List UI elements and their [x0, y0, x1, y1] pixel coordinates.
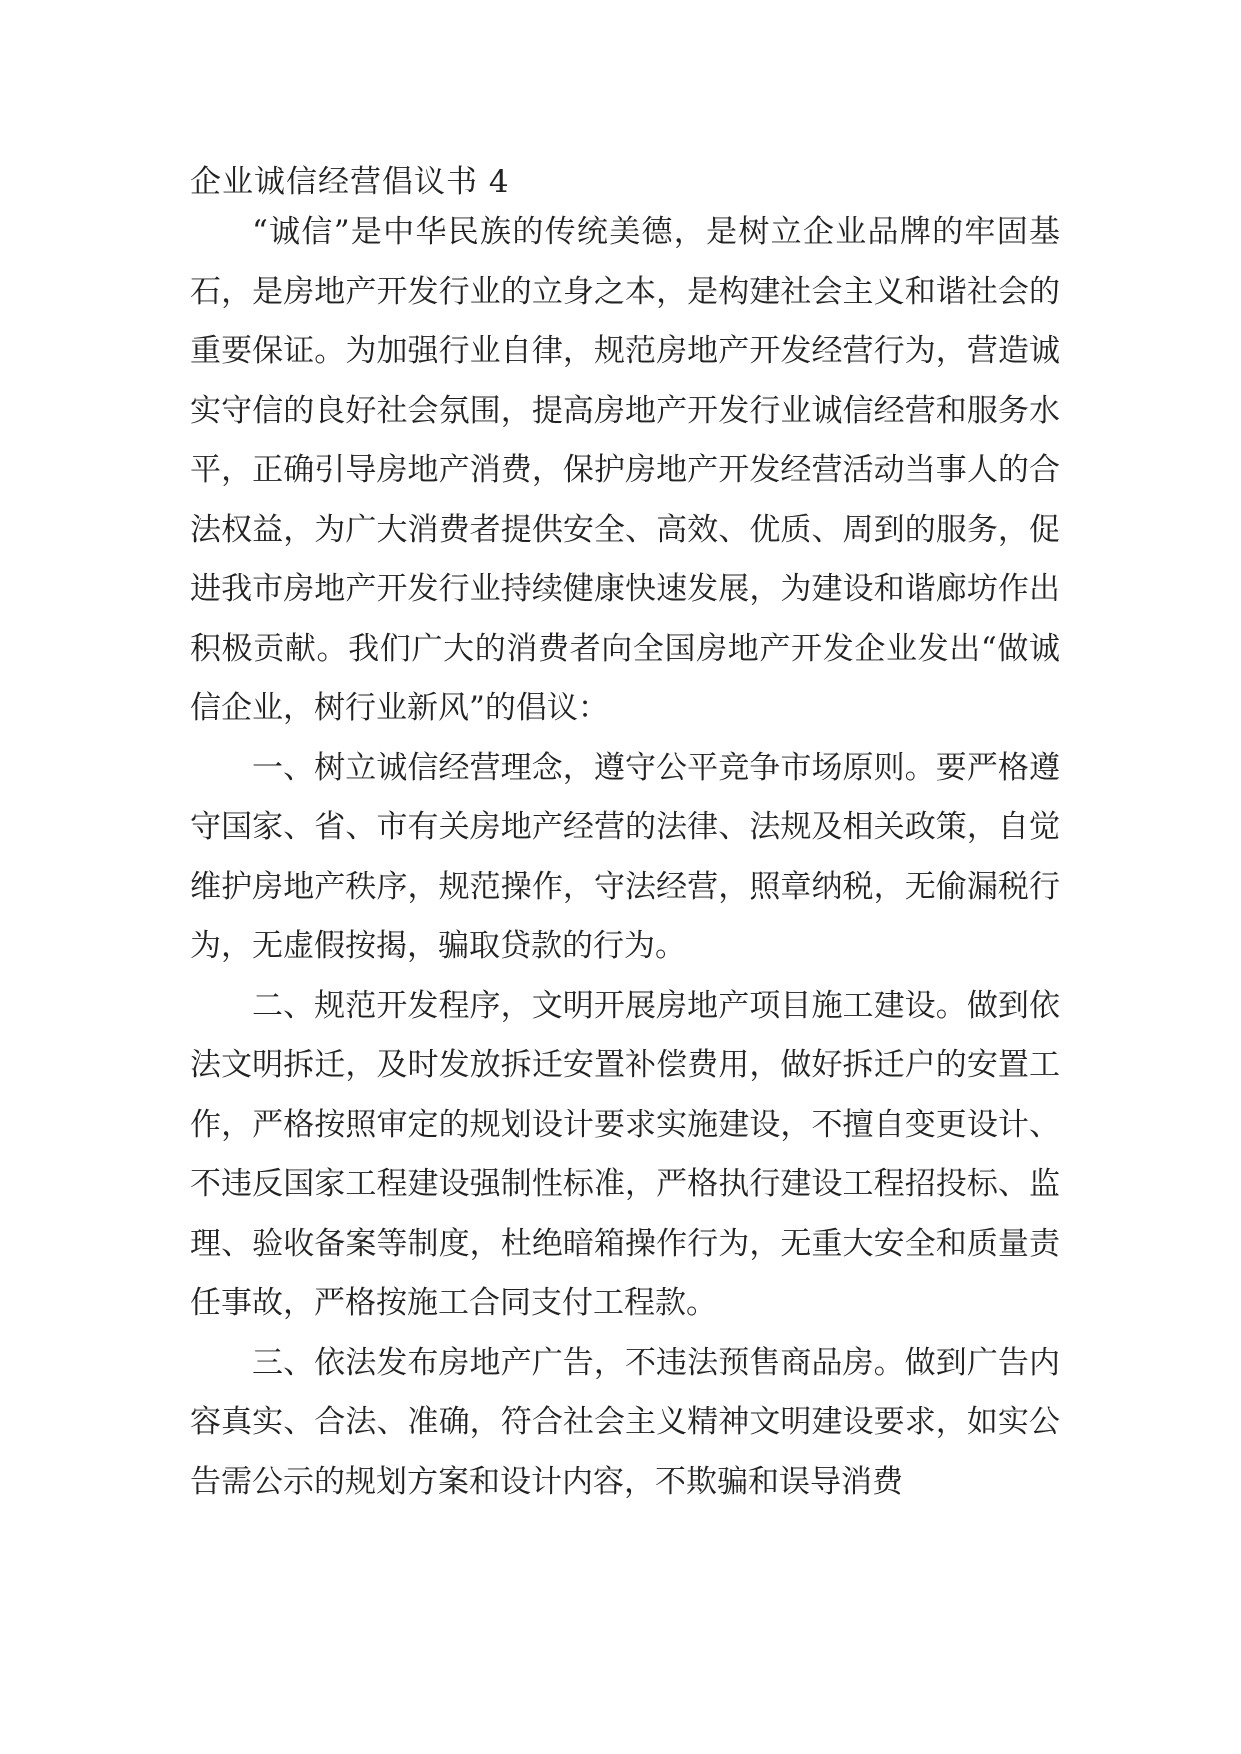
document-title: 企业诚信经营倡议书 4 — [190, 164, 510, 200]
paragraph-item-3: 三、依法发布房地产广告，不违法预售商品房。做到广告内容真实、合法、准确，符合社会主义精神文明建设要求，如实公告需公示的规划方案和设计内容，不欺骗和误导消费 — [190, 1344, 1060, 1500]
paragraph-item-2: 二、规范开发程序，文明开展房地产项目施工建设。做到依法文明拆迁，及时发放拆迁安置补偿费用，做好拆迁户的安置工作，严格按照审定的规划设计要求实施建设，不擅自变更设计、不违反国家工程建设强制性标准，严格执行建设工程招投标、监理、验收备案等制度，杜绝暗箱操作行为，无重大安全和质量责任事故，严格按施工合同支付工程款。 — [190, 987, 1060, 1321]
document-body — [190, 203, 1060, 1512]
paragraph-intro: “诚信”是中华民族的传统美德，是树立企业品牌的牢固基石，是房地产开发行业的立身之本，是构建社会主义和谐社会的重要保证。为加强行业自律，规范房地产开发经营行为，营造诚实守信的良好社会氛围，提高房地产开发行业诚信经营和服务水平，正确引导房地产消费，保护房地产开发经营活动当事人的合法权益，为广大消费者提供安全、高效、优质、周到的服务，促进我市房地产开发行业持续健康快速发展，为建设和谐廊坊作出积极贡献。我们广大的消费者向全国房地产开发企业发出“做诚信企业，树行业新风”的倡议： — [190, 214, 1060, 726]
paragraph-item-1: 一、树立诚信经营理念，遵守公平竞争市场原则。要严格遵守国家、省、市有关房地产经营的法律、法规及相关政策，自觉维护房地产秩序，规范操作，守法经营，照章纳税，无偷漏税行为，无虚假按揭，骗取贷款的行为。 — [190, 749, 1060, 964]
